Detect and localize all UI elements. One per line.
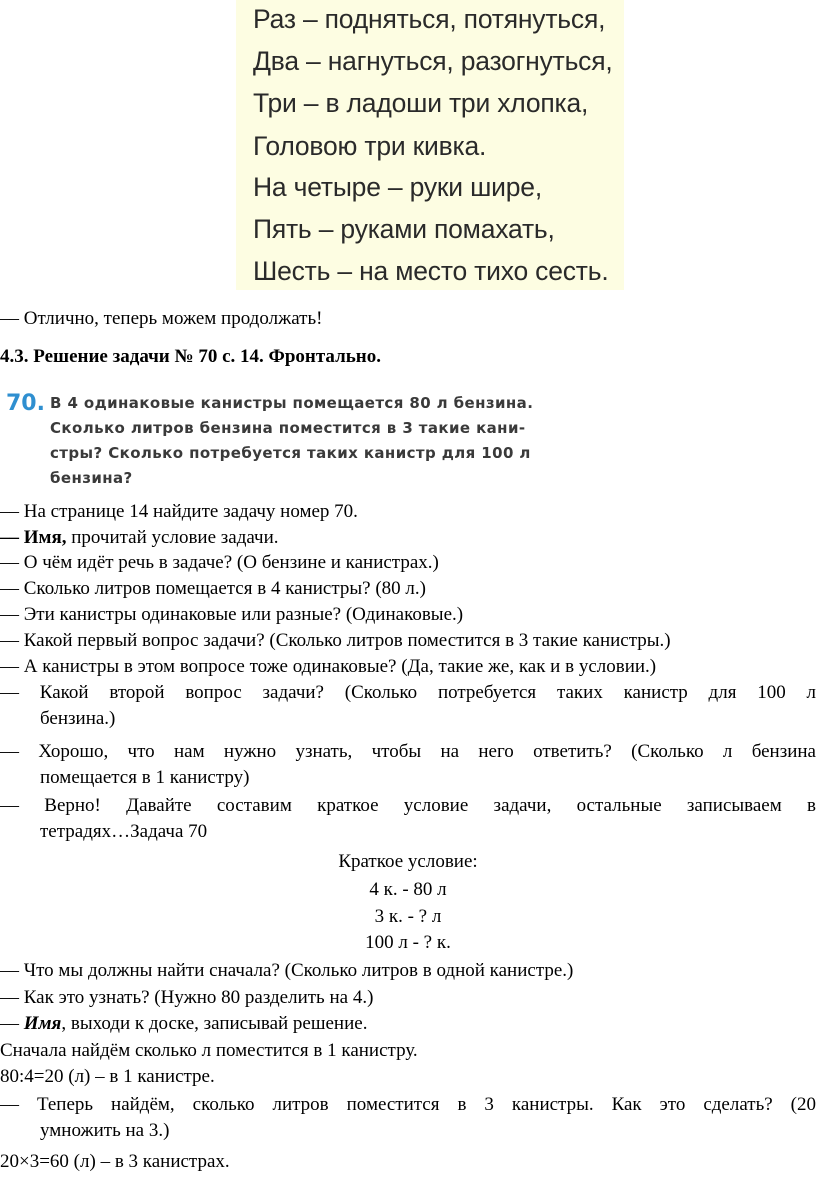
task-number: 70. <box>6 391 45 416</box>
dialog-line: –– Что мы должны найти сначала? (Сколько литров в одной канистре.) <box>0 960 574 981</box>
poem-line: Три – в ладоши три хлопка, <box>253 88 589 118</box>
dash: –– <box>0 527 24 548</box>
dialog-line: –– А канистры в этом вопросе тоже одинаковые? (Да, такие же, как и в условии.) <box>0 656 657 677</box>
poem-line: Шесть – на место тихо сесть. <box>253 256 609 286</box>
dialog-text: , выходи к доске, записывай решение. <box>61 1013 368 1034</box>
poem-line: Пять – руками помахать, <box>253 214 555 244</box>
dialog-line: умножить на 3.) <box>40 1120 170 1141</box>
poem-line: Два – нагнуться, разогнуться, <box>253 46 613 76</box>
dialog-line: –– О чём идёт речь в задаче? (О бензине и канистрах.) <box>0 552 439 573</box>
dialog-line: бензина.) <box>40 708 116 729</box>
dialog-line: –– На странице 14 найдите задачу номер 70. <box>0 501 358 522</box>
dialog-paragraph <box>0 682 816 730</box>
dialog-line: –– Верно! Давайте составим краткое условие задачи, остальные записываем в <box>0 795 816 816</box>
solution-line: 80:4=20 (л) – в 1 канистре. <box>0 1066 215 1087</box>
task-line: стры? Сколько потребуется таких канистр для 100 л <box>50 444 531 462</box>
dialog-line: тетрадях…Задача 70 <box>40 821 208 842</box>
solution-line: 20×3=60 (л) – в 3 канистрах. <box>0 1151 230 1172</box>
dialog-line: –– Хорошо, что нам нужно узнать, чтобы на него ответить? (Сколько л бензина <box>0 741 816 762</box>
task-line: бензина? <box>50 469 133 487</box>
short-condition-row: 100 л - ? к. <box>365 932 451 953</box>
short-condition-title: Краткое условие: <box>338 851 478 872</box>
section-heading: 4.3. Решение задачи № 70 с. 14. Фронтально. <box>0 346 381 367</box>
dialog-text: прочитай условие задачи. <box>66 527 279 548</box>
dialog-paragraph <box>0 795 816 843</box>
short-condition-row: 3 к. - ? л <box>374 906 442 927</box>
dialog-line: –– Теперь найдём, сколько литров поместится в 3 канистры. Как это сделать? (20 <box>0 1094 816 1115</box>
task-line: Сколько литров бензина поместится в 3 такие кани- <box>50 419 526 437</box>
poem-line: Раз – подняться, потянуться, <box>253 4 606 34</box>
intro-line: –– Отлично, теперь можем продолжать! <box>0 308 323 329</box>
dialog-line: –– Как это узнать? (Нужно 80 разделить на 4.) <box>0 987 374 1008</box>
dialog-line <box>0 527 279 549</box>
dialog-line: –– Какой второй вопрос задачи? (Сколько потребуется таких канистр для 100 л <box>0 682 816 703</box>
poem-line: Головою три кивка. <box>253 131 487 161</box>
short-condition-row: 4 к. - 80 л <box>369 879 447 900</box>
textbook-task <box>6 388 596 496</box>
poem-line: На четыре – руки шире, <box>253 172 542 202</box>
dialog-line: –– Какой первый вопрос задачи? (Сколько литров поместится в 3 такие канистры.) <box>0 630 671 651</box>
poem-box <box>236 0 624 290</box>
task-line: В 4 одинаковые канистры помещается 80 л бензина. <box>50 394 534 412</box>
dialog-paragraph <box>0 741 816 789</box>
dialog-paragraph <box>0 1094 816 1142</box>
dialog-line: –– Сколько литров помещается в 4 канистры? (80 л.) <box>0 578 426 599</box>
student-name: Имя, <box>23 527 67 548</box>
solution-line: Сначала найдём сколько л поместится в 1 канистру. <box>0 1040 418 1061</box>
dash: –– <box>0 1013 24 1034</box>
student-name: Имя <box>23 1013 62 1034</box>
dialog-line: помещается в 1 канистру) <box>40 767 250 788</box>
dialog-line <box>0 1013 367 1035</box>
dialog-line: –– Эти канистры одинаковые или разные? (Одинаковые.) <box>0 604 464 625</box>
